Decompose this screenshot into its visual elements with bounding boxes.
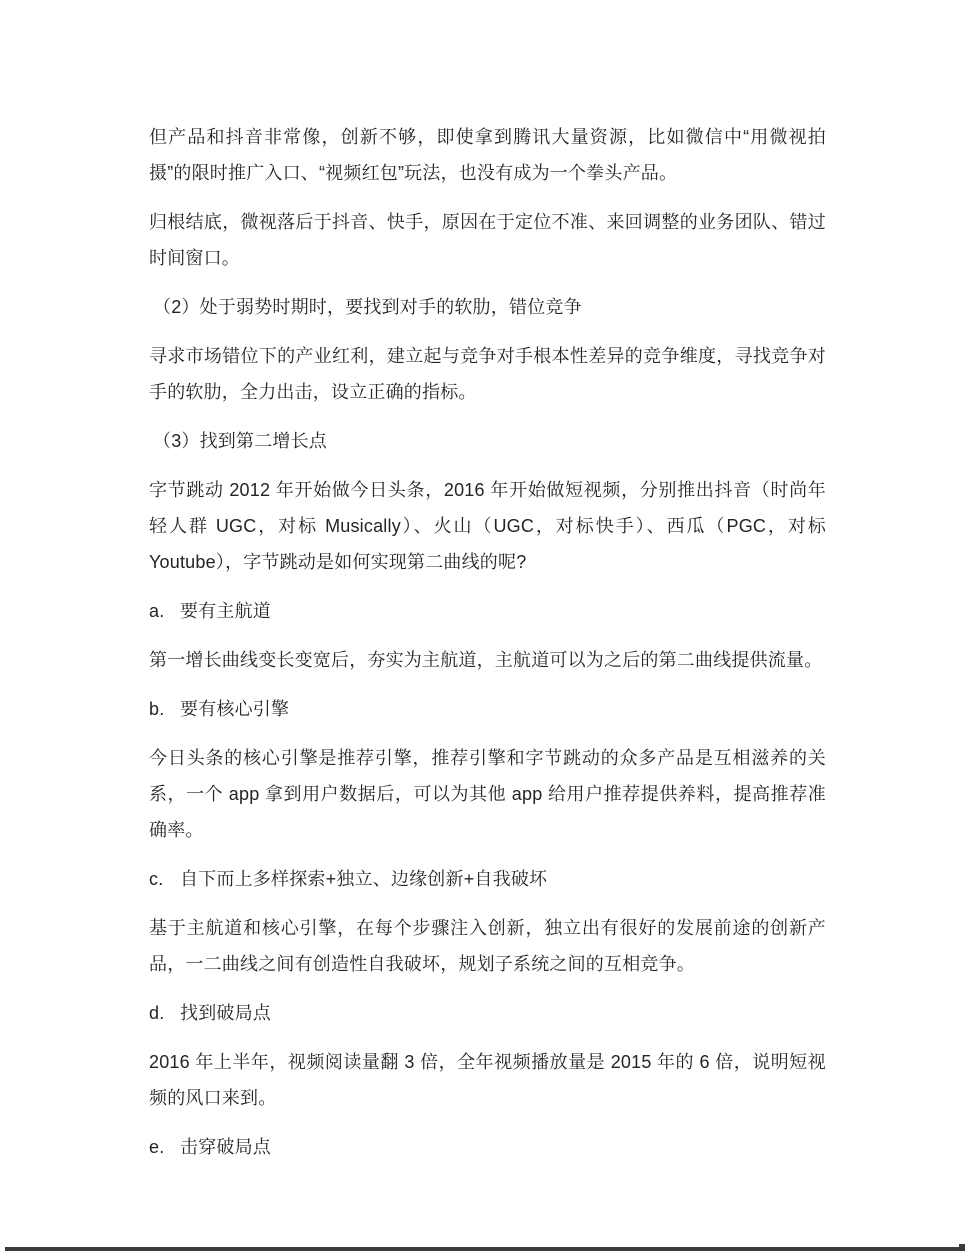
- list-marker: e.: [149, 1137, 165, 1157]
- paragraph: 但产品和抖音非常像，创新不够，即使拿到腾讯大量资源，比如微信中“用微视拍摄”的限时推广入口、“视频红包”玩法，也没有成为一个拳头产品。: [149, 127, 826, 183]
- list-marker: c.: [149, 869, 164, 889]
- list-item-text: 击穿破局点: [180, 1137, 271, 1157]
- list-item-c: [149, 861, 826, 897]
- page-bottom-divider: [5, 1247, 963, 1251]
- paragraph: 第一增长曲线变长变宽后，夯实为主航道，主航道可以为之后的第二曲线提供流量。: [149, 650, 823, 670]
- paragraph: 归根结底，微视落后于抖音、快手，原因在于定位不准、来回调整的业务团队、错过时间窗口。: [149, 212, 826, 268]
- list-item-a: [149, 593, 826, 629]
- paragraph: 今日头条的核心引擎是推荐引擎，推荐引擎和字节跳动的众多产品是互相滋养的关系，一个 app 拿到用户数据后，可以为其他 app 给用户推荐提供养料，提高推荐准确率。: [149, 748, 826, 840]
- section-heading-2: （2）处于弱势时期时，要找到对手的软肋，错位竞争: [153, 297, 582, 317]
- list-item-e: [149, 1129, 826, 1165]
- list-item-text: 找到破局点: [180, 1003, 271, 1023]
- list-item-text: 要有核心引擎: [180, 699, 290, 719]
- list-item-text: 自下而上多样探索+独立、边缘创新+自我破坏: [180, 869, 548, 889]
- list-item-b: [149, 691, 826, 727]
- list-marker: d.: [149, 1003, 165, 1023]
- list-marker: b.: [149, 699, 165, 719]
- paragraph: 字节跳动 2012 年开始做今日头条，2016 年开始做短视频，分别推出抖音（时尚年轻人群 UGC，对标 Musically）、火山（UGC，对标快手）、西瓜（PGC，对标 Youtube），字节跳动是如何实现第二曲线的呢?: [149, 480, 826, 572]
- list-item-d: [149, 995, 826, 1031]
- paragraph: 寻求市场错位下的产业红利，建立起与竞争对手根本性差异的竞争维度，寻找竞争对手的软肋，全力出击，设立正确的指标。: [149, 346, 826, 402]
- list-marker: a.: [149, 601, 165, 621]
- paragraph: 2016 年上半年，视频阅读量翻 3 倍，全年视频播放量是 2015 年的 6 倍，说明短视频的风口来到。: [149, 1052, 826, 1108]
- section-heading-3: （3）找到第二增长点: [153, 431, 328, 451]
- page-bottom-divider-notch: [959, 1244, 965, 1251]
- paragraph: 基于主航道和核心引擎，在每个步骤注入创新，独立出有很好的发展前途的创新产品，一二曲线之间有创造性自我破坏，规划子系统之间的互相竞争。: [149, 918, 826, 974]
- document-body: [149, 119, 826, 1178]
- list-item-text: 要有主航道: [180, 601, 271, 621]
